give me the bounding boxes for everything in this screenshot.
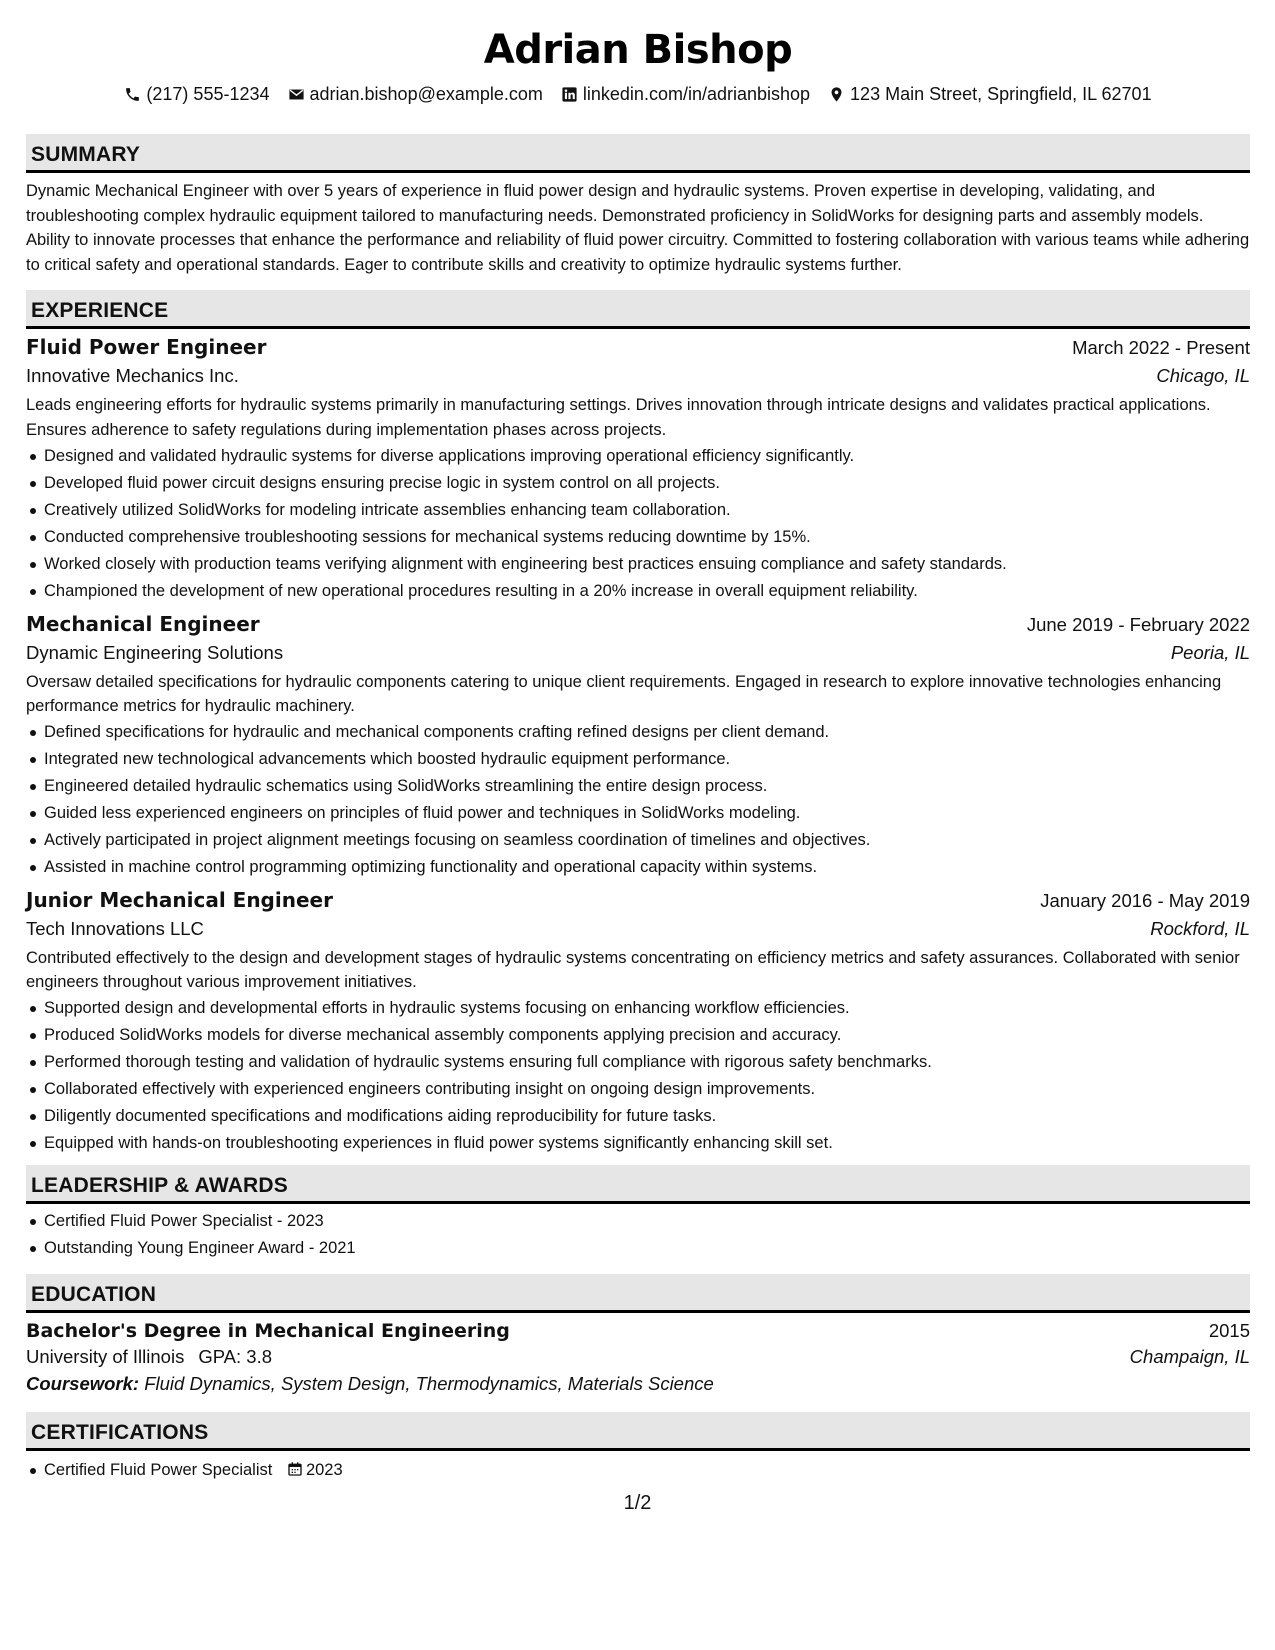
job-title: Fluid Power Engineer: [26, 335, 267, 360]
job-location: Peoria, IL: [1170, 641, 1250, 663]
email-link[interactable]: adrian.bishop@example.com: [309, 84, 543, 104]
contact-phone: [124, 83, 269, 105]
education-header: [26, 1320, 1250, 1342]
job-subheader: [26, 918, 1250, 940]
phone-number: (217) 555-1234: [146, 84, 270, 104]
job-dates: January 2016 - May 2019: [1040, 889, 1250, 911]
job-description: Oversaw detailed specifications for hydraulic components catering to unique client requirements. Engaged in research to explore innovative technologies enhancing performance metrics for hydraulic machinery.: [26, 672, 1222, 716]
contact-address: [828, 83, 1152, 105]
list-item: Conducted comprehensive troubleshooting sessions for mechanical systems reducing downtime by 15%.: [44, 524, 1250, 551]
job-subheader: [26, 642, 1250, 664]
job-entry: [26, 612, 1250, 881]
list-item: Supported design and developmental efforts in hydraulic systems focusing on enhancing workflow efficiencies.: [44, 995, 1250, 1022]
job-header: [26, 612, 1250, 636]
list-item: Engineered detailed hydraulic schematics using SolidWorks streamlining the entire design process.: [44, 773, 1250, 800]
list-item: Assisted in machine control programming optimizing functionality and operational capacity within systems.: [44, 854, 1250, 881]
envelope-icon: [288, 86, 305, 103]
list-item: Diligently documented specifications and modifications aiding reproducibility for future tasks.: [44, 1103, 1250, 1130]
calendar-icon: [287, 1459, 303, 1486]
list-item: Worked closely with production teams verifying alignment with engineering best practices ensuing compliance and safety standards.: [44, 551, 1250, 578]
awards-list: [26, 1208, 1250, 1262]
page-number: 1/2: [623, 1492, 652, 1514]
job-location: Chicago, IL: [1156, 365, 1250, 387]
list-item: Championed the development of new operational procedures resulting in a 20% increase in overall equipment reliability.: [44, 578, 1250, 605]
list-item: [44, 1457, 1250, 1486]
job-company: Innovative Mechanics Inc.: [26, 365, 239, 387]
leadership-heading: [26, 1165, 1250, 1204]
phone-icon: [124, 86, 141, 103]
job-bullets: [26, 995, 1250, 1157]
gpa: GPA: 3.8: [198, 1345, 273, 1367]
linkedin-link[interactable]: linkedin.com/in/adrianbishop: [582, 84, 811, 104]
certifications-list: [26, 1457, 1250, 1486]
candidate-name: Adrian Bishop: [483, 27, 793, 73]
school-name: University of Illinois: [26, 1345, 185, 1367]
coursework-list: Fluid Dynamics, System Design, Thermodynamics, Materials Science: [144, 1372, 714, 1394]
job-title: Mechanical Engineer: [26, 611, 260, 636]
list-item: Integrated new technological advancements which boosted hydraulic equipment performance.: [44, 746, 1250, 773]
education-heading-text: EDUCATION: [31, 1282, 157, 1306]
certifications-heading-text: CERTIFICATIONS: [31, 1420, 209, 1444]
list-item: Certified Fluid Power Specialist - 2023: [44, 1208, 1250, 1235]
list-item: Defined specifications for hydraulic and mechanical components crafting refined designs per client demand.: [44, 719, 1250, 746]
experience-heading: [26, 290, 1250, 329]
list-item: Collaborated effectively with experienced engineers contributing insight on ongoing design improvements.: [44, 1076, 1250, 1103]
list-item: Performed thorough testing and validation of hydraulic systems ensuring full compliance with rigorous safety benchmarks.: [44, 1049, 1250, 1076]
summary-heading-text: SUMMARY: [31, 143, 141, 166]
job-entry: [26, 888, 1250, 1157]
degree-title: Bachelor's Degree in Mechanical Engineering: [26, 1319, 510, 1342]
address-text: 123 Main Street, Springfield, IL 62701: [850, 84, 1152, 104]
job-dates: March 2022 - Present: [1072, 337, 1250, 359]
map-pin-icon: [828, 86, 845, 103]
job-company: Tech Innovations LLC: [26, 917, 204, 939]
certifications-heading: [26, 1412, 1250, 1451]
contact-bar: [26, 83, 1250, 105]
job-company: Dynamic Engineering Solutions: [26, 641, 284, 663]
education-subheader: [26, 1346, 1250, 1368]
list-item: Equipped with hands-on troubleshooting experiences in fluid power systems significantly enhancing skill set.: [44, 1130, 1250, 1157]
job-location: Rockford, IL: [1150, 917, 1250, 939]
certification-year: 2023: [305, 1460, 343, 1479]
graduation-year: 2015: [1208, 1319, 1250, 1341]
job-description: Leads engineering efforts for hydraulic systems primarily in manufacturing settings. Drives innovation through intricate designs and validates practical applications. Ensures adherence to safety regulations during implementation phases across projects.: [26, 396, 1211, 439]
list-item: Actively participated in project alignment meetings focusing on seamless coordination of timelines and objectives.: [44, 827, 1250, 854]
leadership-heading-text: LEADERSHIP & AWARDS: [31, 1173, 288, 1197]
education-entry: [26, 1320, 1250, 1395]
summary-text: Dynamic Mechanical Engineer with over 5 years of experience in fluid power design and hydraulic systems. Proven expertise in developing, validating, and troubleshooting complex hydraulic equipment tailored to manufacturing needs. Demonstrated proficiency in SolidWorks for designing parts and assembly models. Ability to innovate processes that enhance the performance and reliability of fluid power circuitry. Committed to fostering collaboration with various teams while adhering to critical safety and operational standards. Eager to contribute skills and creativity to optimize hydraulic systems further.: [26, 182, 1250, 274]
job-subheader: [26, 365, 1250, 387]
certification-name: Certified Fluid Power Specialist: [44, 1460, 273, 1479]
job-entry: [26, 335, 1250, 604]
job-header: [26, 888, 1250, 912]
job-title: Junior Mechanical Engineer: [26, 887, 333, 912]
list-item: Guided less experienced engineers on principles of fluid power and techniques in SolidWorks modeling.: [44, 800, 1250, 827]
coursework-label: Coursework:: [26, 1372, 140, 1394]
job-description: Contributed effectively to the design and development stages of hydraulic systems concentrating on efficiency metrics and safety assurances. Collaborated with senior engineers throughout various improvement initiatives.: [26, 948, 1240, 992]
school-and-gpa: [26, 1346, 272, 1368]
linkedin-icon: [561, 86, 578, 103]
list-item: Outstanding Young Engineer Award - 2021: [44, 1235, 1250, 1262]
list-item: Creatively utilized SolidWorks for modeling intricate assemblies enhancing team collaboration.: [44, 497, 1250, 524]
experience-heading-text: EXPERIENCE: [31, 299, 169, 323]
job-header: [26, 335, 1250, 359]
summary-heading: [26, 134, 1250, 173]
coursework-line: [26, 1373, 1250, 1395]
school-location: Champaign, IL: [1129, 1345, 1250, 1367]
list-item: Produced SolidWorks models for diverse mechanical assembly components applying precision and accuracy.: [44, 1022, 1250, 1049]
job-bullets: [26, 443, 1250, 605]
contact-email[interactable]: [288, 83, 543, 105]
education-heading: [26, 1274, 1250, 1313]
resume-page: [26, 0, 1250, 1486]
job-bullets: [26, 719, 1250, 881]
list-item: Designed and validated hydraulic systems for diverse applications improving operational efficiency significantly.: [44, 443, 1250, 470]
job-dates: June 2019 - February 2022: [1026, 613, 1250, 635]
list-item: Developed fluid power circuit designs ensuring precise logic in system control on all projects.: [44, 470, 1250, 497]
contact-linkedin[interactable]: [561, 83, 810, 105]
